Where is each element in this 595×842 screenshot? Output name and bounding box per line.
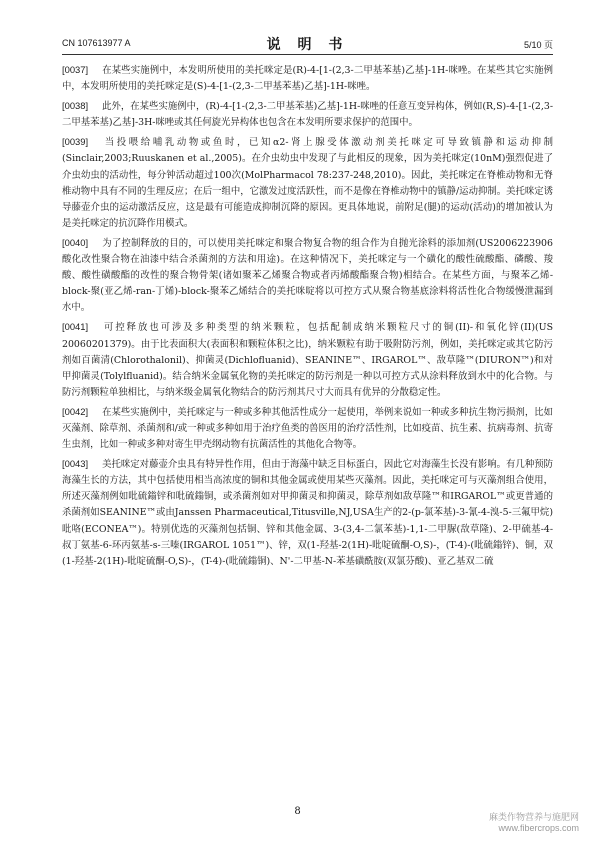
paragraph-id: [0042]: [62, 405, 89, 417]
paragraph-0041: [62, 319, 553, 400]
header-rule: [62, 54, 553, 55]
paragraph-text: 在某些实施例中，本发明所使用的美托咪定是(R)-4-[1-(2,3-二甲基苯基)乙基]-1H-咪唑。在某些其它实施例中，本发明所使用的美托咪定是(S)-4-[1-(2,3-二甲基苯基)乙基]-1H-咪唑。: [62, 65, 553, 93]
page-header: [62, 34, 553, 54]
paragraph-text: 此外，在某些实施例中，(R)-4-[1-(2,3-二甲基苯基)乙基]-1H-咪唑的任意互变异构体，例如(R,S)-4-[1-(2,3-二甲基苯基)乙基]-3H-咪唑或其任何旋光异构体也包含在本发明所要求保护的范围中。: [62, 101, 553, 129]
document-title: 说 明 书: [266, 37, 349, 53]
paragraph-0039: [62, 134, 553, 232]
site-watermark: [489, 812, 579, 834]
paragraph-text: 可控释放也可涉及多种类型的纳米颗粒，包括配制成纳米颗粒尺寸的铜(II)-和氧化锌(II)(US 20060201379)。由于比表面积大(表面积和颗粒体积之比)，纳米颗粒有助于吸附防污剂，例如，美托咪定或其它防污剂如百菌清(Chlorothalonil)、抑菌灵(Dichlofluanid)、SEANINE™、IRGAROL™、敌草隆™(DIURON™)和对甲抑菌灵(Tolylfluanid)。结合纳米金属氧化物的美托咪定的防污剂是一种以可控方式从涂料释放到水中的化合物。与防污剂颗粒单独相比，与纳米级金属氧化物结合的防污剂其尺寸大而具有优异的分散稳定性。: [62, 322, 553, 398]
paragraph-id: [0039]: [62, 136, 89, 148]
paragraph-text: 当投喂给哺乳动物或鱼时，已知α2-肾上腺受体激动剂美托咪定可导致镇静和运动抑制(Sinclair,2003;Ruuskanen et al.,2005)。在介虫幼虫中发现了与此相反的现象，因为美托咪定(10nM)强烈促进了介虫幼虫的活动性，每分钟活动超过100次(MolPharmacol 78:237-248,2010)。因此，美托咪定在脊椎动物和无脊椎动物中具有不同的生理反应；在后一组中，它激发过度活跃性，而不是像在脊椎动物中的镇静/运动抑制。美托咪定诱导藤壶介虫的运动激活反应，这是最有可能造成抑制沉降的原因。更具体地说，前附足(腿)的运动(活动)的增加被认为是美托咪定的抗沉降作用模式。: [62, 137, 553, 229]
watermark-url: www.fibercrops.com: [498, 823, 579, 833]
paragraph-id: [0041]: [62, 321, 89, 333]
paragraph-0040: [62, 235, 553, 316]
paragraph-0037: [62, 62, 553, 95]
page-number: 8: [294, 806, 301, 817]
paragraph-0038: [62, 98, 553, 131]
watermark-name: 麻类作物营养与施肥网: [488, 812, 579, 822]
paragraph-0043: [62, 456, 553, 570]
patent-number: CN 107613977 A: [62, 38, 131, 48]
document-body: [62, 62, 553, 570]
paragraph-id: [0040]: [62, 236, 89, 248]
paragraph-0042: [62, 404, 553, 453]
paragraph-text: 美托咪定对藤壶介虫具有特异性作用，但由于海藻中缺乏目标蛋白，因此它对海藻生长没有影响。有几种预防海藻生长的方法，其中包括使用相当高浓度的铜和其他金属或使用某些灭藻剂。因此，美托咪定可与灭藻剂组合使用，所述灭藻剂例如吡硫鎓锌和吡硫鎓铜，或杀菌剂如对甲抑菌灵和抑菌灵，除草剂如敌草隆™和IRGAROL™或更普通的杀菌剂如SEANINE™或由Janssen Pharmaceutical,Titusville,NJ,USA生产的2-(p-氯苯基)-3-氰-4-溴-5-三氟甲烷)吡咯(ECONEA™)。特别优选的灭藻剂包括铜、锌和其他金属、3-(3,4-二氯苯基)-1,1-二甲脲(敌草隆)、2-甲硫基-4-叔丁氨基-6-环丙氨基-s-三嗪(IRGAROL 1051™)、锌，双(1-羟基-2(1H)-吡啶硫酮-O,S)-，(T-4)-(吡硫鎓锌)、铜，双(1-羟基-2(1H)-吡啶硫酮-O,S)-，(T-4)-(吡硫鎓铜)、N'-二甲基-N-苯基磺酰胺(双氯芬酸)、亚乙基双二硫: [62, 459, 553, 567]
paragraph-text: 在某些实施例中，美托咪定与一种或多种其他活性成分一起使用，举例来说如一种或多种抗生物污损剂，比如灭藻剂、除草剂、杀菌剂和/或一种或多种如用于治疗鱼类的兽医用的治疗活性剂，比如疫苗、抗生素、抗病毒剂、抗寄生虫剂，比如一种或多种对寄生甲壳纲动物有抗菌活性的其他化合物等。: [62, 406, 553, 451]
paragraph-text: 为了控制释放的目的，可以使用美托咪定和聚合物复合物的组合作为自抛光涂料的添加剂(US2006223906酸化改性聚合物在油漆中结合杀菌剂的方法和用途)。在这种情况下，美托咪定与一个磺化的酸性硫酸酯、磷酸、羧酸、酸性磺酸酯的改性的聚合物骨架(诸如聚苯乙烯聚合物或者丙烯酸酯聚合物)相结合。在某些方面，与聚苯乙烯-block-聚(亚乙烯-ran-丁烯)-block-聚苯乙烯结合的美托咪啶将以可控方式从聚合物基底涂料将活性化合物缓慢泄漏到水中。: [62, 237, 553, 314]
page-indicator: 5/10 页: [523, 40, 553, 50]
paragraph-id: [0037]: [62, 64, 89, 75]
paragraph-id: [0038]: [62, 100, 89, 112]
paragraph-id: [0043]: [62, 458, 89, 470]
